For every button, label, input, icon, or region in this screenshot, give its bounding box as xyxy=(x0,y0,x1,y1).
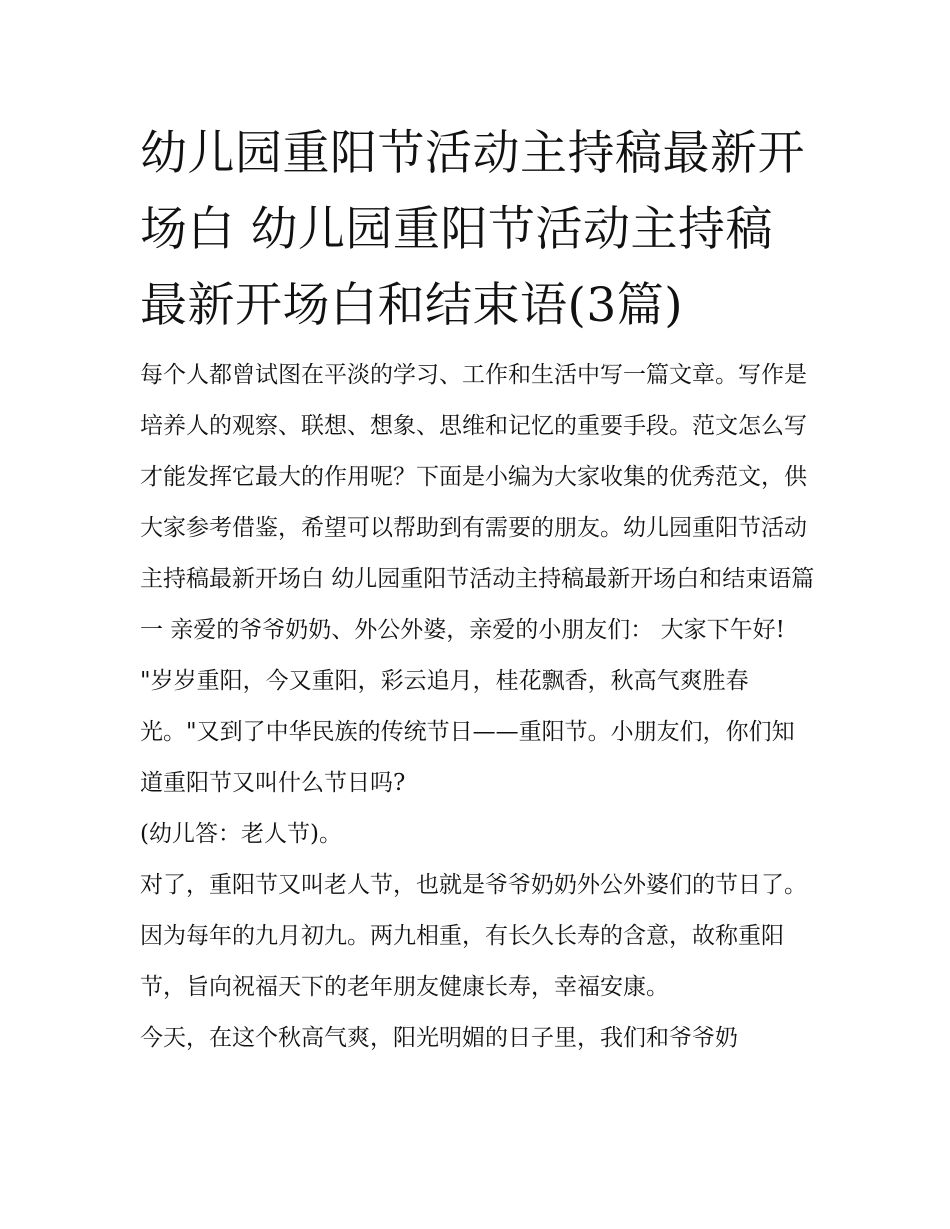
paragraph-explanation: 对了，重阳节又叫老人节，也就是爷爷奶奶外公外婆们的节日了。因为每年的九月初九。两九相重，有长久长寿的含意，故称重阳节，旨向祝福天下的老年朋友健康长寿，幸福安康。 xyxy=(140,872,807,1000)
document-body xyxy=(140,116,816,1064)
paragraph-intro: 每个人都曾试图在平淡的学习、工作和生活中写一篇文章。写作是培养人的观察、联想、想象、思维和记忆的重要手段。范文怎么写才能发挥它最大的作用呢？下面是小编为大家收集的优秀范文，供大家参考借鉴，希望可以帮助到有需要的朋友。幼儿园重阳节活动主持稿最新开场白 幼儿园重阳节活动主持稿最新开场白和结束语篇一 亲爱的爷爷奶奶、外公外婆，亲爱的小朋友们： 大家下午好! xyxy=(140,362,815,643)
document-title: 幼儿园重阳节活动主持稿最新开场白 幼儿园重阳节活动主持稿最新开场白和结束语(3篇) xyxy=(140,126,805,333)
paragraph-quote: "岁岁重阳，今又重阳，彩云追月，桂花飘香，秋高气爽胜春光。"又到了中华民族的传统节日——重阳节。小朋友们，你们知道重阳节又叫什么节日吗? xyxy=(140,668,795,796)
paragraph-today: 今天，在这个秋高气爽，阳光明媚的日子里，我们和爷爷奶 xyxy=(140,1025,738,1051)
paragraph-answer: (幼儿答：老人节)。 xyxy=(140,821,342,847)
